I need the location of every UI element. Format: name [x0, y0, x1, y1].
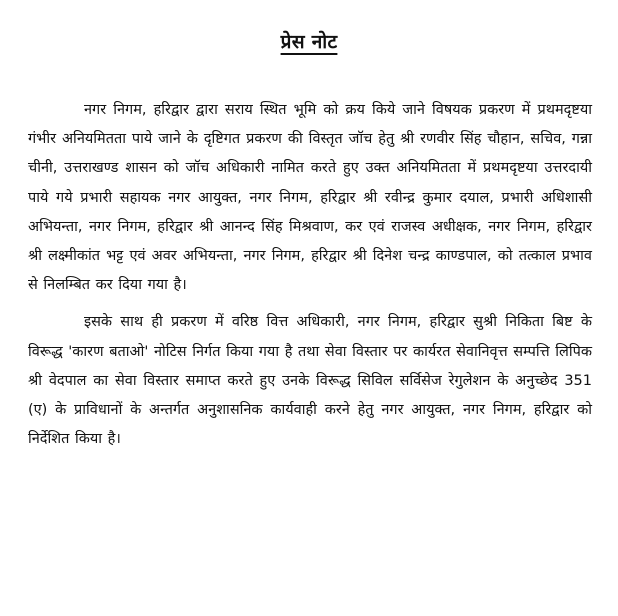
page-title: प्रेस नोट: [280, 31, 338, 53]
paragraph-1: नगर निगम, हरिद्वार द्वारा सराय स्थित भूमि को क्रय किये जाने विषयक प्रकरण में प्रथमदृष्टया गंभीर अनियमितता पाये जाने के दृष्टिगत प्रकरण की विस्तृत जॉच हेतु श्री रणवीर सिंह चौहान, सचिव, गन्ना चीनी, उत्तराखण्ड शासन को जॉच अधिकारी नामित करते हुए उक्त अनियमितता में प्रथमदृष्टया उत्तरदायी पाये गये प्रभारी सहायक नगर आयुक्त, नगर निगम, हरिद्वार श्री रवीन्द्र कुमार दयाल, प्रभारी अधिशासी अभियन्ता, नगर निगम, हरिद्वार श्री आनन्द सिंह मिश्रवाण, कर एवं राजस्व अधीक्षक, नगर निगम, हरिद्वार श्री लक्ष्मीकांत भट्ट एवं अवर अभियन्ता, नगर निगम, हरिद्वार श्री दिनेश चन्द्र काण्डपाल, को तत्काल प्रभाव से निलम्बित कर दिया गया है।: [28, 102, 592, 294]
title-block: [0, 28, 618, 54]
paragraph-2: इसके साथ ही प्रकरण में वरिष्ठ वित्त अधिकारी, नगर निगम, हरिद्वार सुश्री निकिता बिष्ट के विरूद्ध 'कारण बताओ' नोटिस निर्गत किया गया है तथा सेवा विस्तार पर कार्यरत सेवानिवृत्त सम्पत्ति लिपिक श्री वेदपाल का सेवा विस्तार समाप्त करते हुए उनके विरूद्ध सिविल सर्विसेज रेगुलेशन के अनुच्छेद 351 (ए) के प्राविधानों के अन्तर्गत अनुशासनिक कार्यवाही करने हेतु नगर आयुक्त, नगर निगम, हरिद्वार को निर्देशित किया है।: [28, 314, 592, 448]
press-note-body: [28, 96, 592, 462]
